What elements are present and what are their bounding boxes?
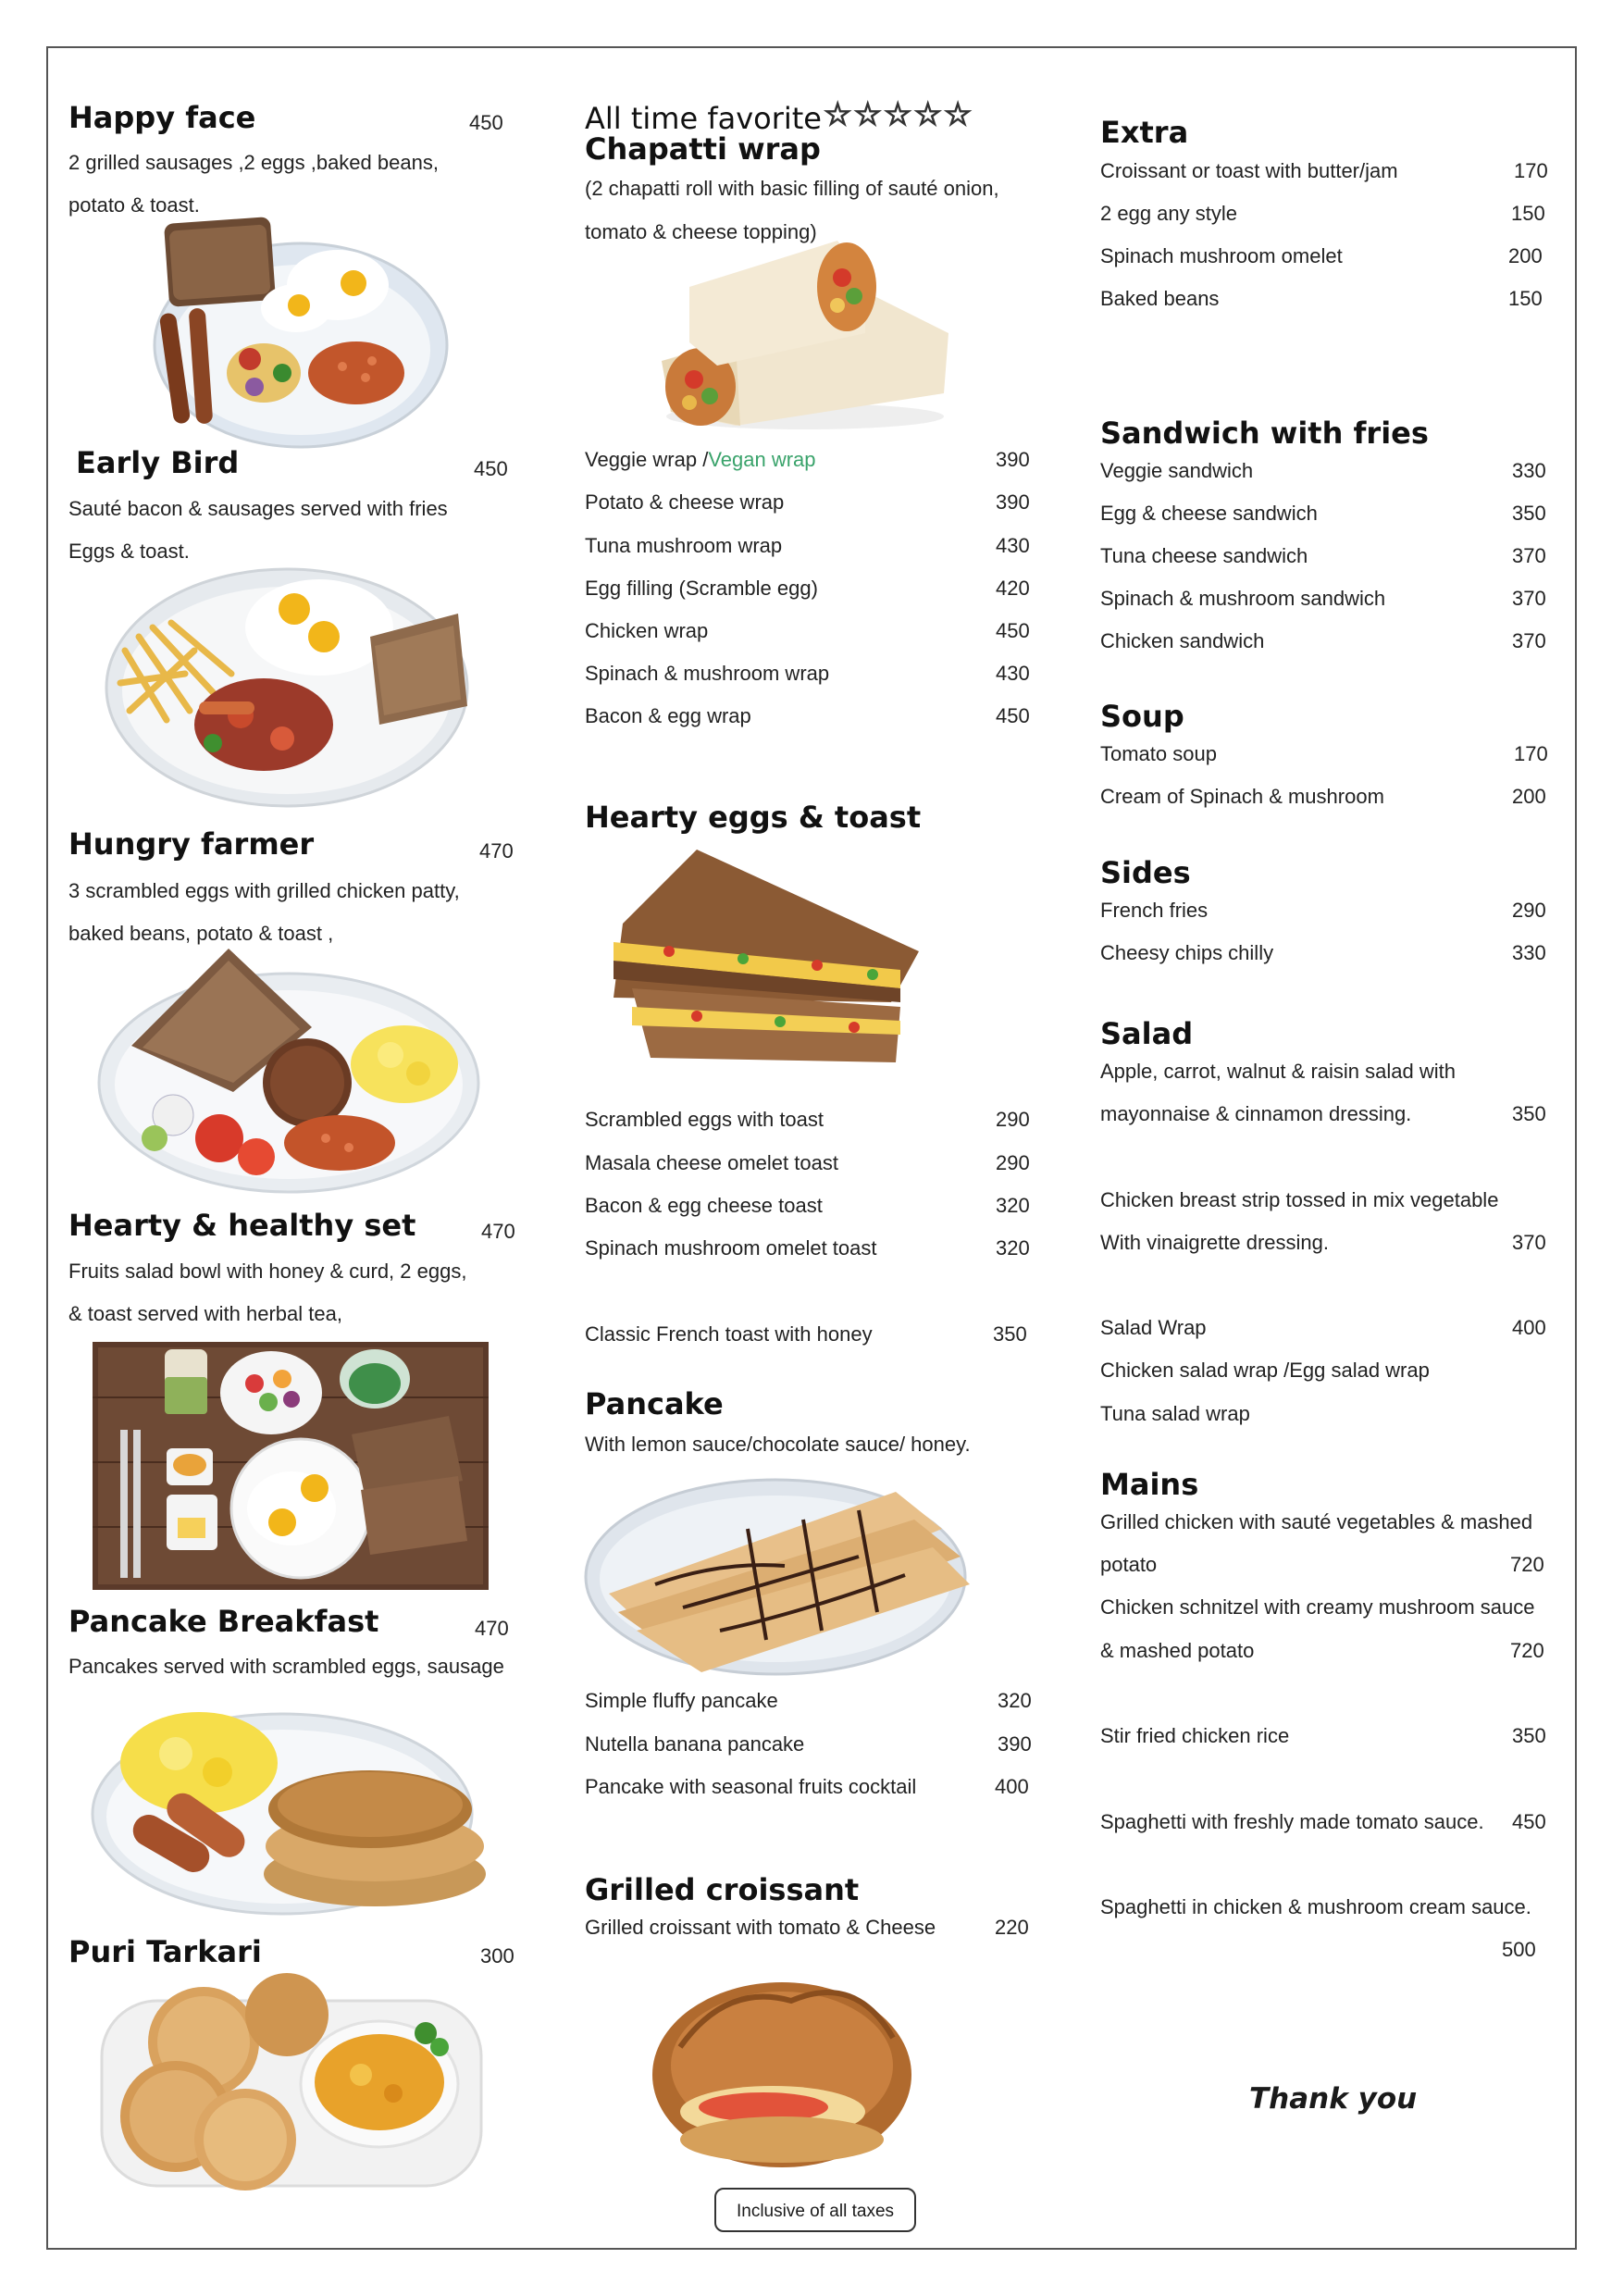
puri-tarkari-price: 300 — [480, 1944, 514, 1967]
eggs-item-name: Spinach mushroom omelet toast — [585, 1236, 877, 1260]
extra-item-price: 200 — [1508, 244, 1543, 267]
chapatti-wrap-desc-1: (2 chapatti roll with basic filling of sauté onion, — [585, 177, 999, 200]
wrap-item-name: Potato & cheese wrap — [585, 490, 785, 514]
mains-4-name: Spaghetti with freshly made tomato sauce. — [1100, 1810, 1484, 1833]
extra-title: Extra — [1100, 115, 1189, 150]
eggs-item-name: Masala cheese omelet toast — [585, 1151, 838, 1174]
sandwich-item-name: Veggie sandwich — [1100, 459, 1254, 482]
hungry-farmer-desc-2: baked beans, potato & toast , — [68, 922, 334, 945]
grilled-croissant-price: 220 — [995, 1916, 1029, 1939]
chapatti-wrap-desc-2: tomato & cheese topping) — [585, 220, 817, 243]
five-star-rating-icon: ☆☆☆☆☆ — [824, 97, 974, 132]
wrap-item-name: Chicken wrap — [585, 619, 709, 642]
mains-2-line-1: Chicken schnitzel with creamy mushroom sauce — [1100, 1595, 1535, 1619]
wrap-item-price: 450 — [996, 619, 1030, 642]
happy-face-desc-1: 2 grilled sausages ,2 eggs ,baked beans, — [68, 151, 439, 174]
salad-wrap-price: 400 — [1512, 1316, 1546, 1339]
extra-item-name: 2 egg any style — [1100, 202, 1237, 225]
mains-3-price: 350 — [1512, 1724, 1546, 1747]
inclusive-taxes-note: Inclusive of all taxes — [714, 2188, 916, 2232]
sides-title: Sides — [1100, 855, 1191, 890]
pancake-item-price: 390 — [998, 1732, 1032, 1756]
sides-item-price: 290 — [1512, 899, 1546, 922]
puri-tarkari-title: Puri Tarkari — [68, 1934, 262, 1969]
salad-1-price: 350 — [1512, 1102, 1546, 1125]
happy-face-plate-image — [130, 211, 449, 456]
puri-tarkari-plate-image — [93, 1964, 490, 2193]
pancake-item-price: 320 — [998, 1689, 1032, 1712]
mains-5-line-1: Spaghetti in chicken & mushroom cream sauce. — [1100, 1895, 1531, 1918]
salad-1-line-1: Apple, carrot, walnut & raisin salad with — [1100, 1060, 1456, 1083]
extra-item-price: 150 — [1508, 287, 1543, 310]
sandwich-item-price: 350 — [1512, 502, 1546, 525]
mains-3-name: Stir fried chicken rice — [1100, 1724, 1290, 1747]
grilled-croissant-title: Grilled croissant — [585, 1872, 860, 1907]
healthy-set-tray-image — [93, 1342, 489, 1590]
hungry-farmer-price: 470 — [479, 839, 514, 863]
hungry-farmer-plate-image — [94, 944, 483, 1196]
wrap-item-price: 430 — [996, 534, 1030, 557]
sandwich-item-price: 330 — [1512, 459, 1546, 482]
salad-title: Salad — [1100, 1016, 1194, 1051]
sandwich-item-price: 370 — [1512, 544, 1546, 567]
salad-1-line-2: mayonnaise & cinnamon dressing. — [1100, 1102, 1412, 1125]
mains-title: Mains — [1100, 1467, 1199, 1502]
mains-1-price: 720 — [1510, 1553, 1544, 1576]
wrap-item-name: Spinach & mushroom wrap — [585, 662, 830, 685]
pancake-crepe-image — [581, 1473, 979, 1679]
pancake-item-price: 400 — [995, 1775, 1029, 1798]
salad-wrap-line-2: Tuna salad wrap — [1100, 1402, 1250, 1425]
salad-wrap-line-1: Chicken salad wrap /Egg salad wrap — [1100, 1359, 1430, 1382]
soup-item-price: 170 — [1514, 742, 1548, 765]
sandwich-item-name: Tuna cheese sandwich — [1100, 544, 1308, 567]
chapatti-wrap-image — [652, 231, 958, 437]
early-bird-desc-2: Eggs & toast. — [68, 540, 190, 563]
eggs-item-name: Scrambled eggs with toast — [585, 1108, 824, 1131]
extra-item-price: 170 — [1514, 159, 1548, 182]
grilled-croissant-image — [643, 1964, 921, 2175]
grilled-croissant-name: Grilled croissant with tomato & Cheese — [585, 1916, 936, 1939]
extra-item-name: Baked beans — [1100, 287, 1220, 310]
wrap-item-price: 450 — [996, 704, 1030, 727]
pancake-desc: With lemon sauce/chocolate sauce/ honey. — [585, 1433, 971, 1456]
sides-item-name: French fries — [1100, 899, 1209, 922]
early-bird-price: 450 — [474, 457, 508, 480]
happy-face-desc-2: potato & toast. — [68, 193, 200, 217]
salad-2-line-2: With vinaigrette dressing. — [1100, 1231, 1329, 1254]
soup-item-name: Cream of Spinach & mushroom — [1100, 785, 1384, 808]
sandwich-item-name: Chicken sandwich — [1100, 629, 1265, 652]
sandwich-title: Sandwich with fries — [1100, 416, 1429, 451]
wrap-item-name: Tuna mushroom wrap — [585, 534, 783, 557]
soup-title: Soup — [1100, 699, 1184, 734]
thank-you-note: Thank you — [1249, 2082, 1418, 2116]
hearty-eggs-sandwich-image — [595, 850, 937, 1067]
wrap-item-price: 390 — [996, 490, 1030, 514]
sides-item-price: 330 — [1512, 941, 1546, 964]
hungry-farmer-title: Hungry farmer — [68, 826, 315, 862]
hearty-healthy-desc-1: Fruits salad bowl with honey & curd, 2 eggs, — [68, 1260, 467, 1283]
eggs-item-price: 290 — [996, 1108, 1030, 1131]
sandwich-item-price: 370 — [1512, 587, 1546, 610]
french-toast-name: Classic French toast with honey — [585, 1322, 873, 1346]
extra-item-name: Croissant or toast with butter/jam — [1100, 159, 1398, 182]
early-bird-plate-image — [102, 563, 477, 811]
eggs-item-price: 320 — [996, 1194, 1030, 1217]
wrap-item-name: Egg filling (Scramble egg) — [585, 577, 818, 600]
soup-item-name: Tomato soup — [1100, 742, 1217, 765]
wrap-item-price: 420 — [996, 577, 1030, 600]
salad-2-price: 370 — [1512, 1231, 1546, 1254]
salad-wrap-title: Salad Wrap — [1100, 1316, 1207, 1339]
happy-face-title: Happy face — [68, 100, 256, 135]
mains-2-line-2: & mashed potato — [1100, 1639, 1255, 1662]
wrap-item-name: Bacon & egg wrap — [585, 704, 751, 727]
hearty-healthy-title: Hearty & healthy set — [68, 1208, 416, 1243]
extra-item-name: Spinach mushroom omelet — [1100, 244, 1343, 267]
wrap-item-price: 390 — [996, 448, 1030, 471]
all-time-favorite-label: All time favorite — [585, 101, 822, 136]
pancake-breakfast-plate-image — [88, 1698, 495, 1920]
sandwich-item-price: 370 — [1512, 629, 1546, 652]
eggs-item-price: 320 — [996, 1236, 1030, 1260]
sides-item-name: Cheesy chips chilly — [1100, 941, 1274, 964]
mains-1-line-1: Grilled chicken with sauté vegetables & mashed — [1100, 1510, 1533, 1533]
pancake-breakfast-price: 470 — [475, 1617, 509, 1640]
pancake-item-name: Pancake with seasonal fruits cocktail — [585, 1775, 917, 1798]
eggs-item-price: 290 — [996, 1151, 1030, 1174]
hearty-eggs-title: Hearty eggs & toast — [585, 800, 922, 835]
sandwich-item-name: Spinach & mushroom sandwich — [1100, 587, 1386, 610]
soup-item-price: 200 — [1512, 785, 1546, 808]
eggs-item-name: Bacon & egg cheese toast — [585, 1194, 823, 1217]
mains-4-price: 450 — [1512, 1810, 1546, 1833]
chapatti-wrap-title: Chapatti wrap — [585, 131, 821, 167]
french-toast-price: 350 — [993, 1322, 1027, 1346]
hearty-healthy-desc-2: & toast served with herbal tea, — [68, 1302, 342, 1325]
early-bird-desc-1: Sauté bacon & sausages served with fries — [68, 497, 448, 520]
happy-face-price: 450 — [469, 111, 503, 134]
pancake-breakfast-desc-1: Pancakes served with scrambled eggs, sausage — [68, 1655, 504, 1678]
pancake-title: Pancake — [585, 1386, 724, 1421]
wrap-item-name: Veggie wrap /Vegan wrap — [585, 448, 816, 471]
wrap-item-price: 430 — [996, 662, 1030, 685]
mains-5-price: 500 — [1502, 1938, 1536, 1961]
pancake-breakfast-title: Pancake Breakfast — [68, 1604, 379, 1639]
mains-1-line-2: potato — [1100, 1553, 1158, 1576]
sandwich-item-name: Egg & cheese sandwich — [1100, 502, 1318, 525]
early-bird-title: Early Bird — [76, 445, 240, 480]
pancake-item-name: Simple fluffy pancake — [585, 1689, 778, 1712]
extra-item-price: 150 — [1511, 202, 1545, 225]
hungry-farmer-desc-1: 3 scrambled eggs with grilled chicken patty, — [68, 879, 460, 902]
mains-2-price: 720 — [1510, 1639, 1544, 1662]
salad-2-line-1: Chicken breast strip tossed in mix vegetable — [1100, 1188, 1499, 1211]
pancake-item-name: Nutella banana pancake — [585, 1732, 805, 1756]
hearty-healthy-price: 470 — [481, 1220, 515, 1243]
